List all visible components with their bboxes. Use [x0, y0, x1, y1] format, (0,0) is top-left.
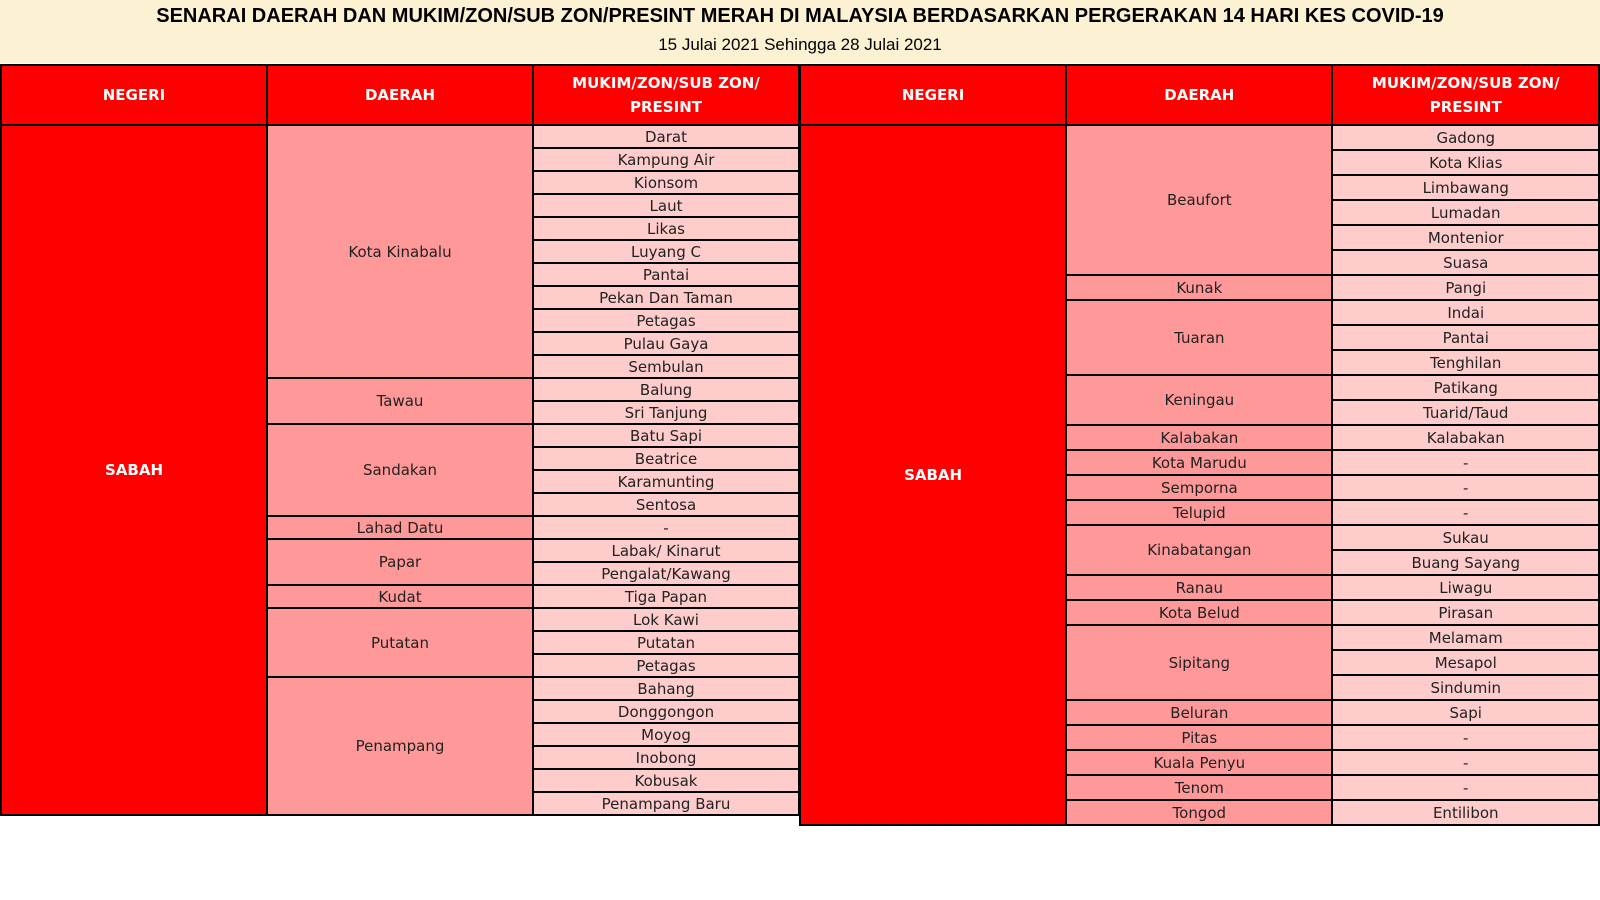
mukim-cell: Donggongon [533, 700, 799, 723]
header-mukim: MUKIM/ZON/SUB ZON/ PRESINT [533, 65, 799, 125]
mukim-cell: Pengalat/Kawang [533, 562, 799, 585]
mukim-cell: Tiga Papan [533, 585, 799, 608]
mukim-cell: Tuarid/Taud [1332, 400, 1599, 425]
daerah-cell: Kalabakan [1066, 425, 1332, 450]
daerah-cell: Ranau [1066, 575, 1332, 600]
daerah-cell: Tuaran [1066, 300, 1332, 375]
zone-table-left [0, 64, 800, 816]
mukim-cell: Beatrice [533, 447, 799, 470]
mukim-cell: Pekan Dan Taman [533, 286, 799, 309]
mukim-cell: - [1332, 750, 1599, 775]
mukim-cell: Pantai [533, 263, 799, 286]
mukim-cell: Suasa [1332, 250, 1599, 275]
page-title: SENARAI DAERAH DAN MUKIM/ZON/SUB ZON/PRESINT MERAH DI MALAYSIA BERDASARKAN PERGERAKAN 14 HARI KES COVID-19 [156, 5, 1444, 27]
mukim-cell: Kota Klias [1332, 150, 1599, 175]
daerah-cell: Kuala Penyu [1066, 750, 1332, 775]
mukim-cell: Pirasan [1332, 600, 1599, 625]
mukim-cell: Sukau [1332, 525, 1599, 550]
daerah-cell: Kota Kinabalu [267, 125, 533, 378]
mukim-cell: Gadong [1332, 125, 1599, 150]
mukim-cell: Putatan [533, 631, 799, 654]
header-negeri: NEGERI [1, 65, 267, 125]
mukim-cell: Balung [533, 378, 799, 401]
mukim-cell: Pantai [1332, 325, 1599, 350]
mukim-cell: Kampung Air [533, 148, 799, 171]
daerah-cell: Kunak [1066, 275, 1332, 300]
mukim-cell: Entilibon [1332, 800, 1599, 825]
mukim-cell: Limbawang [1332, 175, 1599, 200]
negeri-cell: SABAH [800, 125, 1066, 825]
mukim-cell: Pulau Gaya [533, 332, 799, 355]
mukim-cell: Buang Sayang [1332, 550, 1599, 575]
mukim-cell: Indai [1332, 300, 1599, 325]
daerah-cell: Beluran [1066, 700, 1332, 725]
mukim-cell: Sindumin [1332, 675, 1599, 700]
daerah-cell: Tawau [267, 378, 533, 424]
mukim-cell: Kobusak [533, 769, 799, 792]
mukim-cell: Petagas [533, 309, 799, 332]
mukim-cell: Moyog [533, 723, 799, 746]
date-range-subtitle: 15 Julai 2021 Sehingga 28 Julai 2021 [658, 35, 942, 54]
daerah-cell: Kota Belud [1066, 600, 1332, 625]
daerah-cell: Lahad Datu [267, 516, 533, 539]
mukim-cell: - [1332, 475, 1599, 500]
mukim-cell: Patikang [1332, 375, 1599, 400]
mukim-cell: Melamam [1332, 625, 1599, 650]
mukim-cell: Lok Kawi [533, 608, 799, 631]
daerah-cell: Beaufort [1066, 125, 1332, 275]
mukim-cell: Pangi [1332, 275, 1599, 300]
mukim-cell: - [1332, 450, 1599, 475]
daerah-cell: Keningau [1066, 375, 1332, 425]
mukim-cell: Batu Sapi [533, 424, 799, 447]
mukim-cell: Sembulan [533, 355, 799, 378]
daerah-cell: Telupid [1066, 500, 1332, 525]
mukim-cell: Penampang Baru [533, 792, 799, 815]
daerah-cell: Kota Marudu [1066, 450, 1332, 475]
header-row [1, 65, 799, 125]
daerah-cell: Sandakan [267, 424, 533, 516]
mukim-cell: Sri Tanjung [533, 401, 799, 424]
mukim-cell: Sapi [1332, 700, 1599, 725]
mukim-cell: - [533, 516, 799, 539]
mukim-cell: Liwagu [1332, 575, 1599, 600]
header-daerah: DAERAH [1066, 65, 1332, 125]
mukim-cell: Sentosa [533, 493, 799, 516]
mukim-cell: Petagas [533, 654, 799, 677]
header-negeri: NEGERI [800, 65, 1066, 125]
header-daerah: DAERAH [267, 65, 533, 125]
daerah-cell: Tongod [1066, 800, 1332, 825]
table-row [800, 125, 1599, 150]
daerah-cell: Tenom [1066, 775, 1332, 800]
mukim-cell: Labak/ Kinarut [533, 539, 799, 562]
mukim-cell: Kionsom [533, 171, 799, 194]
mukim-cell: Montenior [1332, 225, 1599, 250]
daerah-cell: Penampang [267, 677, 533, 815]
mukim-cell: Tenghilan [1332, 350, 1599, 375]
daerah-cell: Semporna [1066, 475, 1332, 500]
daerah-cell: Kinabatangan [1066, 525, 1332, 575]
daerah-cell: Sipitang [1066, 625, 1332, 700]
mukim-cell: Bahang [533, 677, 799, 700]
mukim-cell: Laut [533, 194, 799, 217]
mukim-cell: Likas [533, 217, 799, 240]
header-row [800, 65, 1599, 125]
mukim-cell: Mesapol [1332, 650, 1599, 675]
mukim-cell: Lumadan [1332, 200, 1599, 225]
mukim-cell: Darat [533, 125, 799, 148]
table-row [1, 125, 799, 148]
mukim-cell: Kalabakan [1332, 425, 1599, 450]
mukim-cell: - [1332, 500, 1599, 525]
mukim-cell: Inobong [533, 746, 799, 769]
daerah-cell: Pitas [1066, 725, 1332, 750]
mukim-cell: Luyang C [533, 240, 799, 263]
mukim-cell: - [1332, 775, 1599, 800]
daerah-cell: Putatan [267, 608, 533, 677]
title-banner [0, 0, 1600, 63]
daerah-cell: Kudat [267, 585, 533, 608]
daerah-cell: Papar [267, 539, 533, 585]
negeri-cell: SABAH [1, 125, 267, 815]
mukim-cell: Karamunting [533, 470, 799, 493]
zone-table-right [799, 64, 1600, 826]
header-mukim: MUKIM/ZON/SUB ZON/ PRESINT [1332, 65, 1599, 125]
mukim-cell: - [1332, 725, 1599, 750]
